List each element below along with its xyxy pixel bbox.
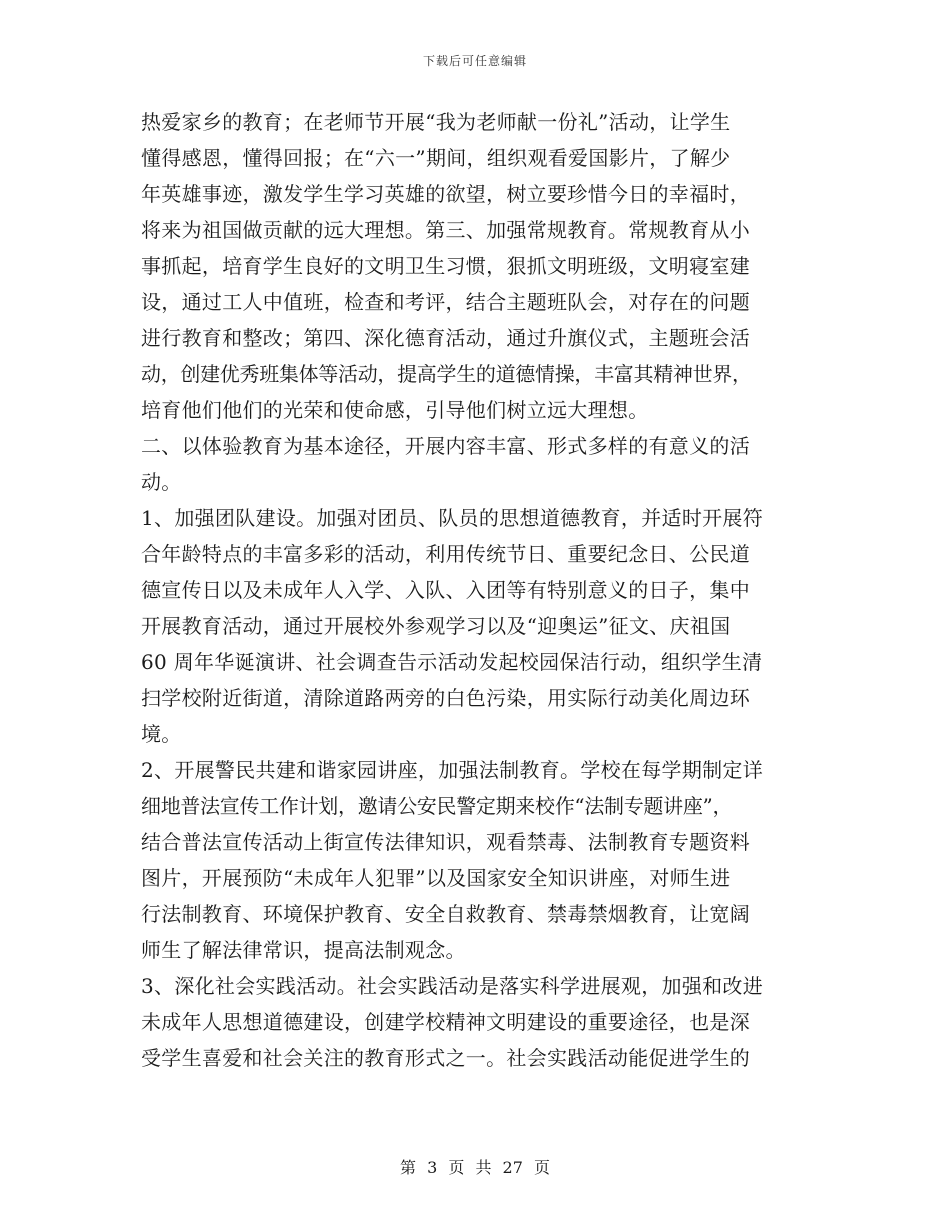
text-line: 3、深化社会实践活动。社会实践活动是落实科学进展观，加强和改进: [141, 974, 764, 998]
text-line: 2、开展警民共建和谐家园讲座，加强法制教育。学校在每学期制定详: [141, 758, 764, 782]
document-body: [141, 104, 809, 1076]
text-line: 行法制教育、环境保护教育、安全自救教育、禁毒禁烟教育，让宽阔: [141, 902, 750, 926]
text-line: 受学生喜爱和社会关注的教育形式之一。社会实践活动能促进学生的: [141, 1046, 750, 1070]
text-line: 图片，开展预防“未成年人犯罪”以及国家安全知识讲座，对师生进: [141, 866, 731, 890]
text-line: 开展教育活动，通过开展校外参观学习以及“迎奥运”征文、庆祖国: [141, 614, 731, 638]
text-line: 进行教育和整改；第四、深化德育活动，通过升旗仪式，主题班会活: [141, 326, 750, 350]
text-line: 设，通过工人中值班，检查和考评，结合主题班队会，对存在的问题: [141, 290, 750, 314]
page-header: 下载后可任意编辑: [422, 54, 527, 68]
text-line: 师生了解法律常识，提高法制观念。: [141, 938, 466, 962]
text-line: 德宣传日以及未成年人入学、入队、入团等有特别意义的日子，集中: [141, 578, 750, 602]
text-line: 懂得感恩，懂得回报；在“六一”期间，组织观看爱国影片，了解少: [141, 146, 731, 170]
text-line: 结合普法宣传活动上街宣传法律知识，观看禁毒、法制教育专题资料: [141, 830, 750, 854]
text-line: 60 周年华诞演讲、社会调查告示活动发起校园保洁行动，组织学生清: [141, 650, 763, 674]
text-line: 事抓起，培育学生良好的文明卫生习惯，狠抓文明班级，文明寝室建: [141, 254, 750, 278]
text-line: 年英雄事迹，激发学生学习英雄的欲望，树立要珍惜今日的幸福时，: [141, 182, 750, 206]
text-line: 1、加强团队建设。加强对团员、队员的思想道德教育，并适时开展符: [141, 506, 764, 530]
section-heading-line: 二、以体验教育为基本途径，开展内容丰富、形式多样的有意义的活: [141, 434, 750, 458]
text-line: 热爱家乡的教育；在老师节开展“我为老师献一份礼”活动，让学生: [141, 110, 731, 134]
text-line: 合年龄特点的丰富多彩的活动，利用传统节日、重要纪念日、公民道: [141, 542, 750, 566]
text-line: 扫学校附近街道，清除道路两旁的白色污染，用实际行动美化周边环: [141, 686, 750, 710]
text-line: 动，创建优秀班集体等活动，提高学生的道德情操，丰富其精神世界，: [141, 362, 752, 386]
page-number-footer: 第 3 页 共 27 页: [400, 1158, 550, 1177]
text-line: 将来为祖国做贡献的远大理想。第三、加强常规教育。常规教育从小: [141, 218, 750, 242]
text-line: 未成年人思想道德建设，创建学校精神文明建设的重要途径，也是深: [141, 1010, 750, 1034]
text-line: 培育他们他们的光荣和使命感，引导他们树立远大理想。: [141, 398, 649, 422]
text-line: 细地普法宣传工作计划，邀请公安民警定期来校作“法制专题讲座”，: [141, 794, 733, 818]
section-heading-line: 动。: [141, 470, 182, 494]
text-line: 境。: [141, 722, 182, 746]
